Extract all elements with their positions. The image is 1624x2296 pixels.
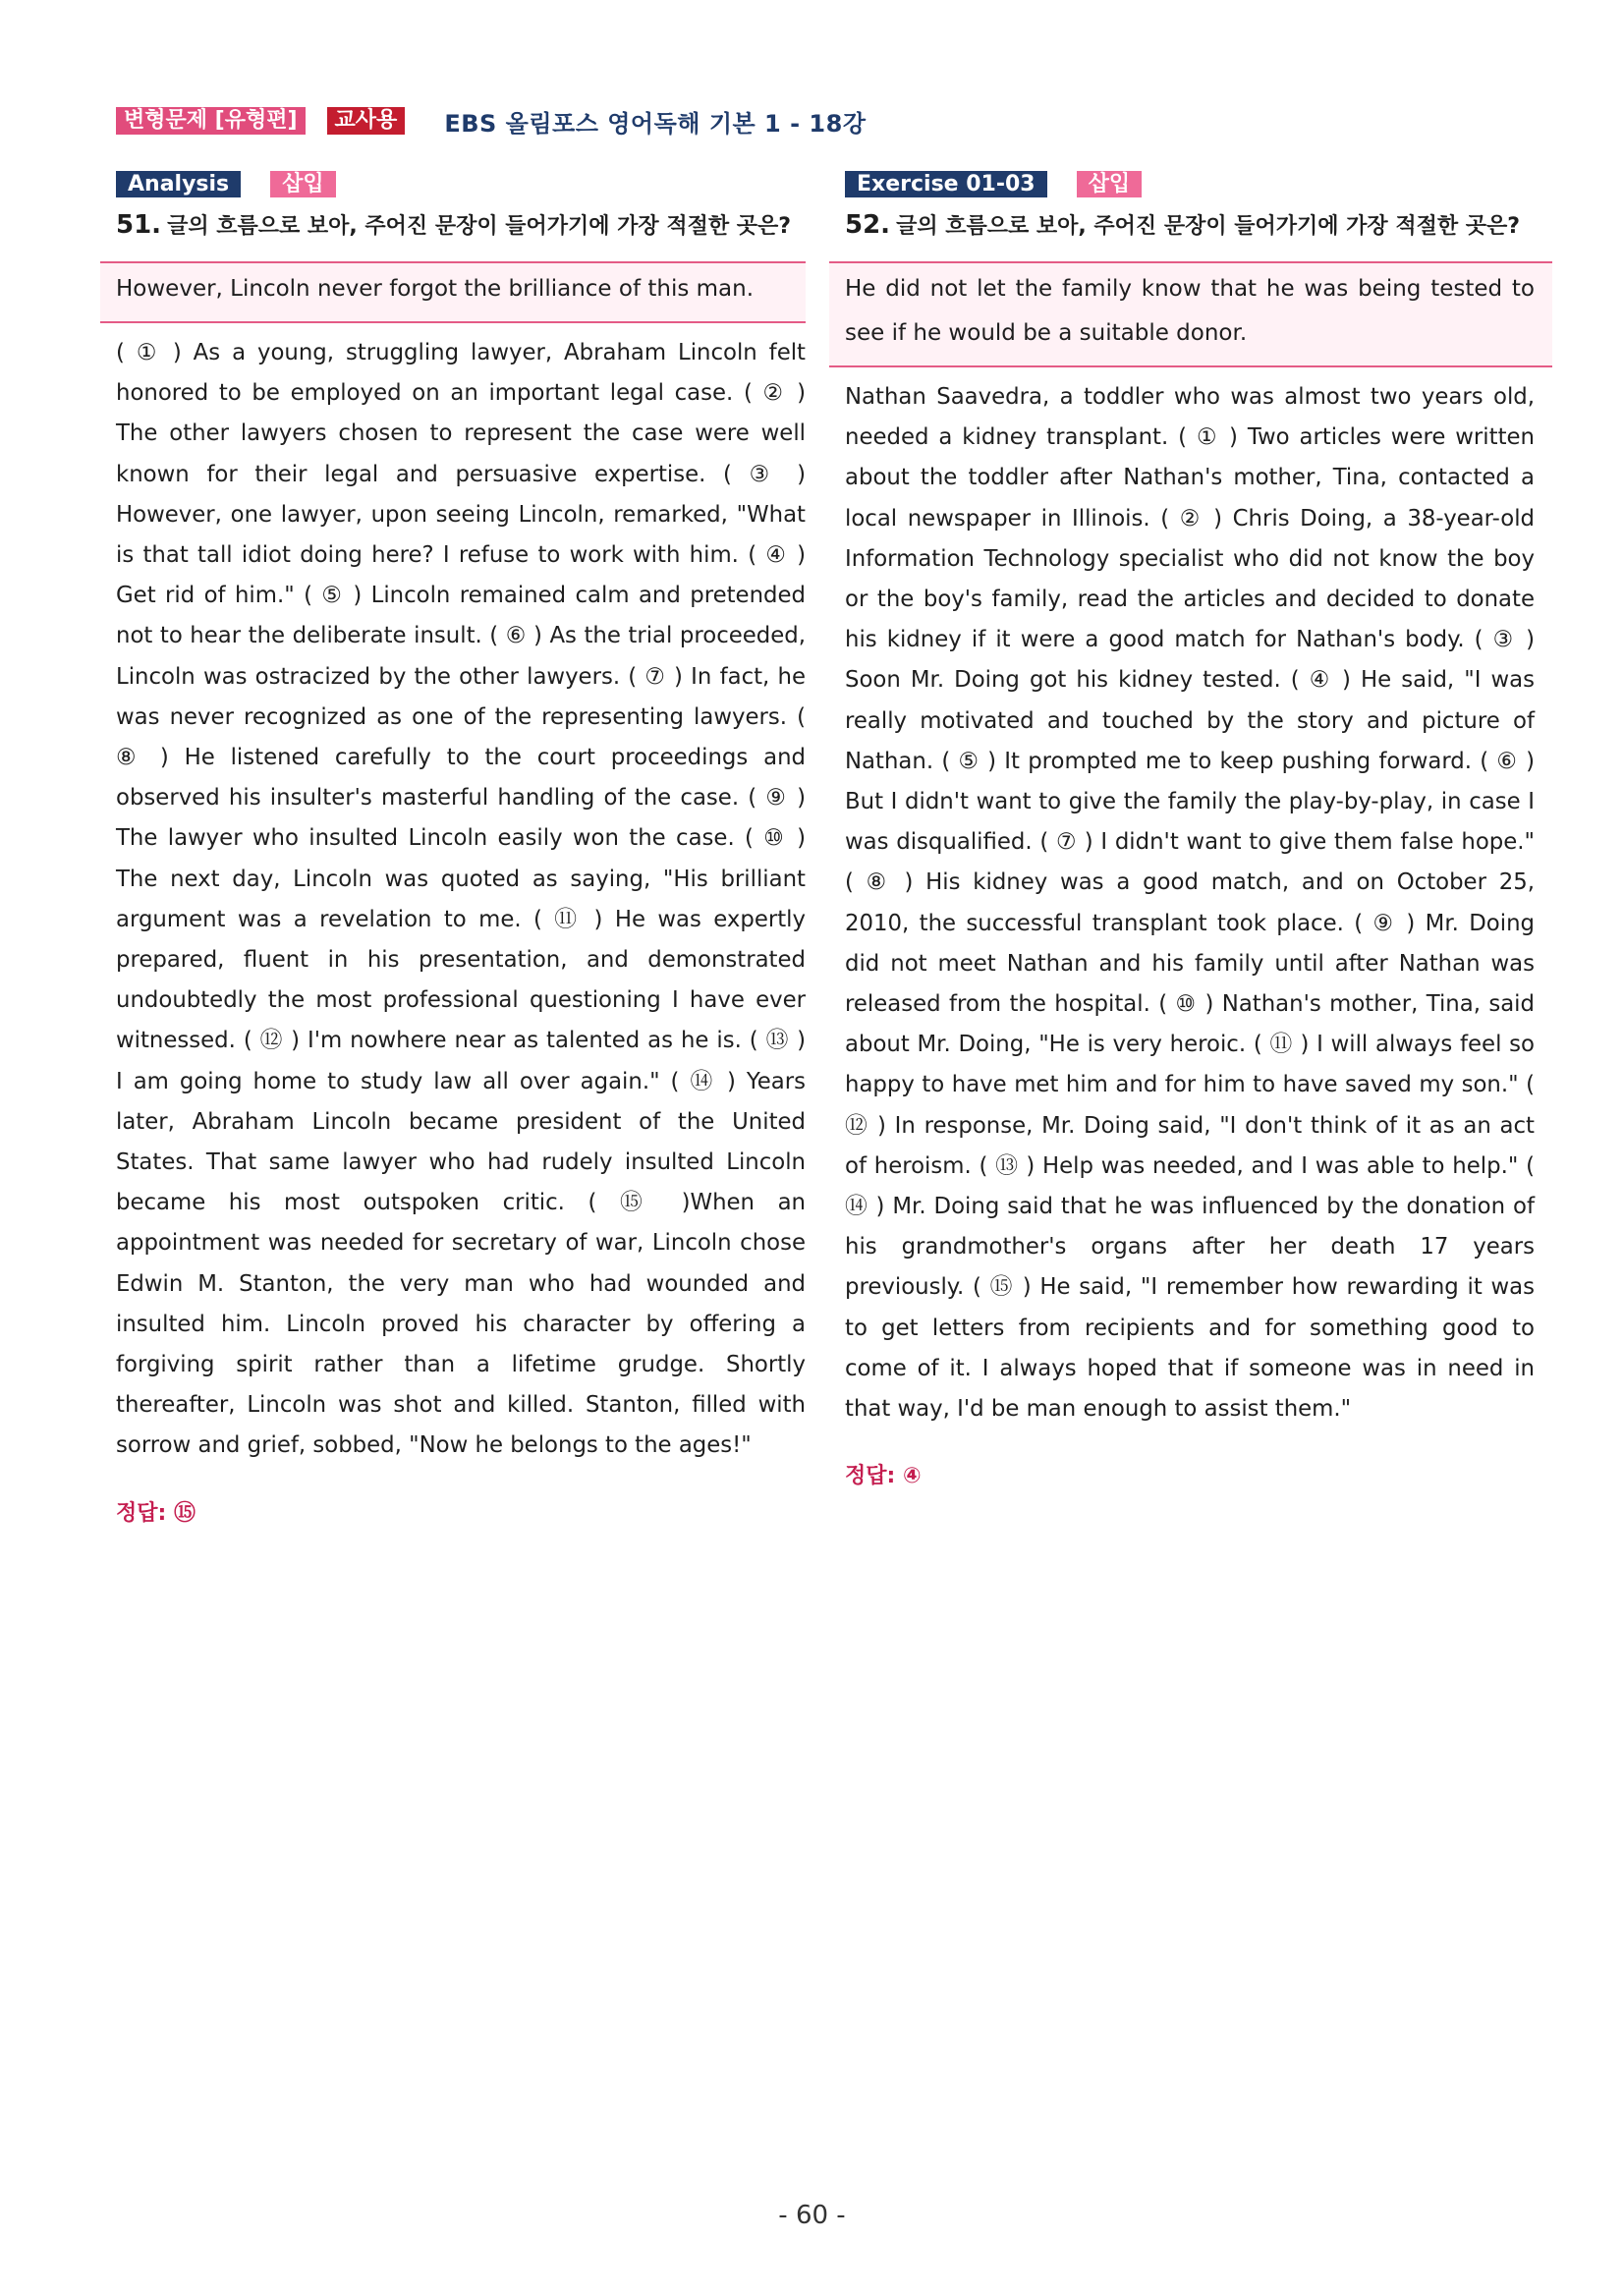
left-label-row [116, 169, 806, 198]
answer-text: 정답: ④ [845, 1464, 922, 1489]
exercise-label: Exercise 01-03 [845, 171, 1047, 197]
question-number: 52. [845, 210, 891, 240]
insert-type-label: 삽입 [270, 171, 336, 197]
page-header [116, 104, 867, 138]
question-number: 51. [116, 210, 162, 240]
teacher-tag: 교사용 [327, 107, 406, 135]
question-51 [116, 206, 806, 246]
answer-text: 정답: ⑮ [116, 1500, 196, 1526]
header-title: EBS 올림포스 영어독해 기본 1 - 18강 [444, 109, 867, 138]
given-sentence: He did not let the family know that he was being tested to see if he would be a suitable donor. [829, 261, 1552, 367]
right-column [845, 169, 1535, 1489]
passage-text: ( ① ) As a young, struggling lawyer, Abraham Lincoln felt honored to be employed on an important legal case. ( ② ) The other lawyers chosen to represent the case were well known for their legal and persuasive expertise. ( ③ ) However, one lawyer, upon seeing Lincoln, remarked, "What is that tall idiot doing here? I refuse to work with him. ( ④ ) Get rid of him." ( ⑤ ) Lincoln remained calm and pretended not to hear the deliberate insult. ( ⑥ ) As the trial proceeded, Lincoln was ostracized by the other lawyers. ( ⑦ ) In fact, he was never recognized as one of the representing lawyers. ( ⑧ ) He listened carefully to the court proceedings and observed his insulter's masterful handling of the case. ( ⑨ ) The lawyer who insulted Lincoln easily won the case. ( ⑩ ) The next day, Lincoln was quoted as saying, "His brilliant argument was a revelation to me. ( ⑪ ) He was expertly prepared, fluent in his presentation, and demonstrated undoubtedly the most professional questioning I have ever witnessed. ( ⑫ ) I'm nowhere near as talented as he is. ( ⑬ ) I am going home to study law all over again." ( ⑭ ) Years later, Abraham Lincoln became president of the United States. That same lawyer who had rudely insulted Lincoln became his most outspoken critic. ( ⑮ )When an appointment was needed for secretary of war, Lincoln chose Edwin M. Stanton, the very man who had wounded and insulted him. Lincoln proved his character by offering a forgiving spirit rather than a lifetime grudge. Shortly thereafter, Lincoln was shot and killed. Stanton, filled with sorrow and grief, sobbed, "Now he belongs to the ages!" [116, 340, 806, 1459]
variant-tag: 변형문제 [유형편] [116, 107, 306, 135]
passage-text: Nathan Saavedra, a toddler who was almost two years old, needed a kidney transplant. ( ① ) Two articles were written about the toddler after Nathan's mother, Tina, contacted a local newspaper in Illinois. ( ② ) Chris Doing, a 38-year-old Information Technology specialist who did not know the boy or the boy's family, read the articles and decided to donate his kidney if it were a good match for Nathan's body. ( ③ ) Soon Mr. Doing got his kidney tested. ( ④ ) He said, "I was really motivated and touched by the story and picture of Nathan. ( ⑤ ) It prompted me to keep pushing forward. ( ⑥ ) But I didn't want to give the family the play-by-play, in case I was disqualified. ( ⑦ ) I didn't want to give them false hope." ( ⑧ ) His kidney was a good match, and on October 25, 2010, the successful transplant took place. ( ⑨ ) Mr. Doing did not meet Nathan and his family until after Nathan was released from the hospital. ( ⑩ ) Nathan's mother, Tina, said about Mr. Doing, "He is very heroic. ( ⑪ ) I will always feel so happy to have met him and for him to have saved my son." ( ⑫ ) In response, Mr. Doing said, "I don't think of it as an act of heroism. ( ⑬ ) Help was needed, and I was able to help." ( ⑭ ) Mr. Doing said that he was influenced by the donation of his grandmother's organs after her death 17 years previously. ( ⑮ ) He said, "I remember how rewarding it was to get letters from recipients and for something good to come of it. I always hoped that if someone was in need in that way, I'd be man enough to assist them." [845, 384, 1535, 1423]
given-sentence: However, Lincoln never forgot the brilliance of this man. [100, 261, 806, 323]
left-column [116, 169, 806, 1527]
question-52 [845, 206, 1535, 246]
page-number: - 60 - [778, 2201, 846, 2230]
analysis-label: Analysis [116, 171, 241, 197]
question-text: 글의 흐름으로 보아, 주어진 문장이 들어가기에 가장 적절한 곳은? [167, 214, 792, 239]
insert-type-label: 삽입 [1077, 171, 1143, 197]
question-text: 글의 흐름으로 보아, 주어진 문장이 들어가기에 가장 적절한 곳은? [896, 214, 1521, 239]
right-label-row [845, 169, 1535, 198]
